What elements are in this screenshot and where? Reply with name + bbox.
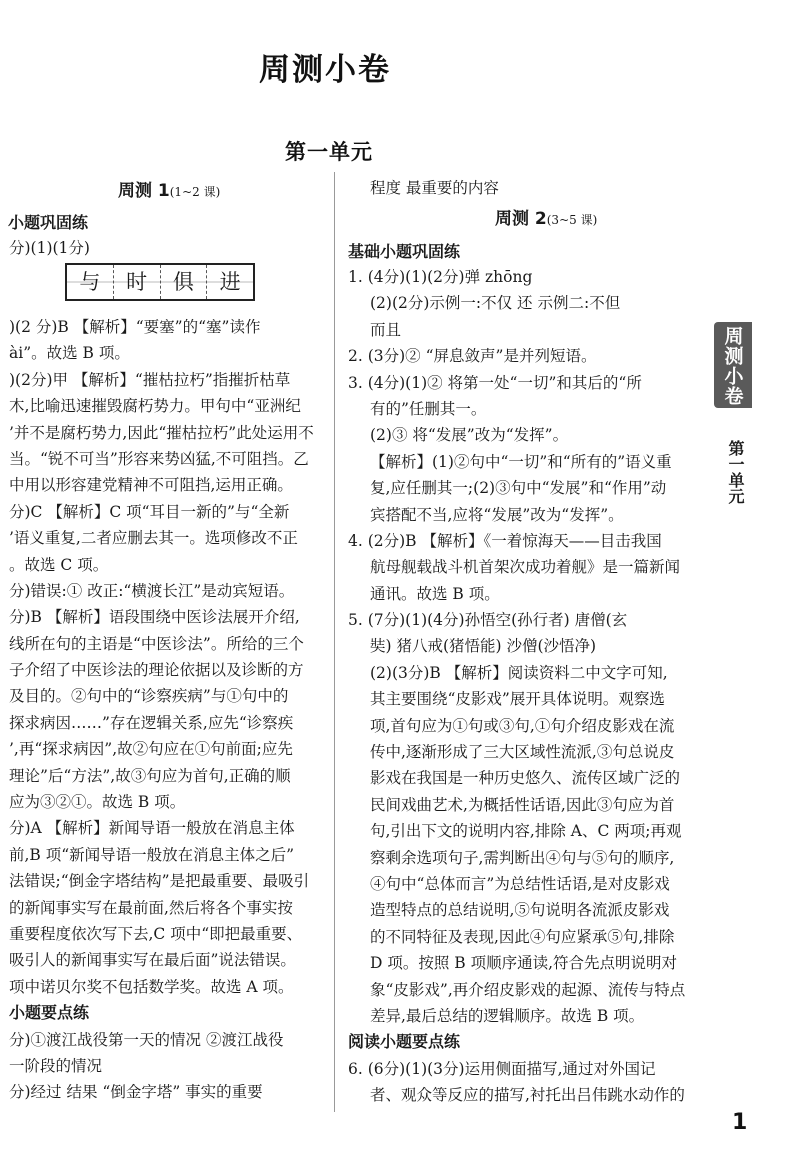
text-line: 探求病因……”存在逻辑关系,应先“诊察疾 <box>9 713 294 732</box>
text-line: 造型特点的总结说明,⑤句说明各流派皮影戏 <box>370 901 670 920</box>
text-line: )(2分)甲 【解析】“摧枯拉朽”指摧折枯草 <box>9 370 291 389</box>
text-line: 项中诺贝尔奖不包括数学奖。故选 A 项。 <box>9 977 294 996</box>
text-line: 民间戏曲艺术,为概括性话语,因此③句应为首 <box>370 795 675 814</box>
text-line: (2)③ 将“发展”改为“发挥”。 <box>370 426 569 445</box>
left-heading-range: (1~2 课) <box>169 185 221 199</box>
left-answers <box>9 314 314 1106</box>
grid-cell: 俱 <box>161 265 208 299</box>
text-line: 6. (6分)(1)(3分)运用侧面描写,通过对外国记 <box>348 1059 656 1078</box>
text-line: 中用以形容建党精神不可阻挡,运用正确。 <box>9 476 293 495</box>
text-line: ài”。故选 B 项。 <box>9 344 130 363</box>
right-section-2: 阅读小题要点练 <box>348 1032 461 1052</box>
text-line: (2)(3分)B 【解析】阅读资料二中文字可知, <box>370 663 668 682</box>
text-line: 象“皮影戏”,再介绍皮影戏的起源、流传与特点 <box>370 980 686 999</box>
text-line: 奘) 猪八戒(猪悟能) 沙僧(沙悟净) <box>370 637 597 656</box>
text-line: 线所在句的主语是“中医诊法”。所给的三个 <box>9 634 304 653</box>
text-line: 通讯。故选 B 项。 <box>370 584 500 603</box>
text-line: 分)A 【解析】新闻导语一般放在消息主体 <box>9 819 295 838</box>
text-line: ’,再“探求病因”,故②句应在①句前面;应先 <box>9 740 293 759</box>
text-line: 有的”任删其一。 <box>370 399 487 418</box>
text-line: 航母舰载战斗机首架次成功着舰》是一篇新闻 <box>370 558 681 577</box>
text-line: 4. (2分)B 【解析】《一着惊海天——目击我国 <box>348 531 662 550</box>
grid-cell: 时 <box>114 265 161 299</box>
left-heading-title: 周测 1 <box>118 181 170 201</box>
text-line: 复,应任删其一;(2)③句中“发展”和“作用”动 <box>370 479 667 498</box>
text-line: 一阶段的情况 <box>9 1056 103 1075</box>
text-line: 而且 <box>370 320 402 339</box>
text-line: 前,B 项“新闻导语一般放在消息主体之后” <box>9 845 295 864</box>
grid-cell: 进 <box>207 265 253 299</box>
text-line: 分)B 【解析】语段围绕中医诊法展开介绍, <box>9 608 300 627</box>
text-line: ④句中“总体而言”为总结性话语,是对皮影戏 <box>370 874 670 893</box>
text-line: 其主要围绕“皮影戏”展开具体说明。观察选 <box>370 690 665 709</box>
text-line: (2)(2分)示例一:不仅 还 示例二:不但 <box>370 294 621 313</box>
text-line: 差异,最后总结的逻辑顺序。故选 B 项。 <box>370 1006 645 1025</box>
text-line: 分)错误:① 改正:“横渡长江”是动宾短语。 <box>9 581 295 600</box>
side-tab <box>714 322 752 408</box>
column-divider <box>334 172 335 1112</box>
text-line: 传中,逐渐形成了三大区域性流派,③句总说皮 <box>370 743 675 762</box>
text-line: 子介绍了中医诊法的理论依据以及诊断的方 <box>9 661 304 680</box>
text-line: 的不同特征及表现,因此④句应紧承⑤句,排除 <box>370 927 675 946</box>
text-line: )(2 分)B 【解析】“要塞”的“塞”读作 <box>9 318 261 336</box>
text-line: 的新闻事实写在最前面,然后将各个事实按 <box>9 898 293 917</box>
text-line: 及目的。②句中的“诊察疾病”与①句中的 <box>9 687 289 706</box>
text-line: 察剩余选项句子,需判断出④句与⑤句的顺序, <box>370 848 675 867</box>
text-line: 者、观众等反应的描写,衬托出吕伟跳水动作的 <box>370 1086 685 1105</box>
text-line: 。故选 C 项。 <box>9 555 109 574</box>
text-line: 分)①渡江战役第一天的情况 ②渡江战役 <box>9 1030 284 1049</box>
left-section-2: 小题要点练 <box>9 1003 90 1023</box>
left-section-1: 小题巩固练 <box>8 213 89 232</box>
text-line: 影戏在我国是一种历史悠久、流传区域广泛的 <box>370 769 681 788</box>
right-line-0: 程度 最重要的内容 <box>370 179 499 197</box>
text-line: 重要程度依次写下去,C 项中“即把最重要、 <box>9 924 303 943</box>
right-heading-range: (3~5 课) <box>546 213 598 227</box>
page-title: 周测小卷 <box>259 52 391 88</box>
side-tab-unit: 第一单元 <box>726 440 745 504</box>
answer-grid <box>65 263 255 301</box>
side-tab-label: 周测小卷 <box>721 326 744 406</box>
page-number: 1 <box>732 1110 748 1135</box>
left-line-q1: 分)(1)(1分) <box>9 239 90 257</box>
text-line: 吸引人的新闻事实写在最后面”说法错误。 <box>9 951 296 970</box>
text-line: ’语义重复,二者应删去其一。选项修改不正 <box>9 529 298 548</box>
right-heading-title: 周测 2 <box>495 209 547 229</box>
left-heading <box>118 176 220 201</box>
text-line: 理论”后“方法”,故③句应为首句,正确的顺 <box>9 766 291 785</box>
text-line: ’并不是腐朽势力,因此“摧枯拉朽”此处运用不 <box>9 423 314 442</box>
text-line: 宾搭配不当,应将“发展”改为“发挥”。 <box>370 505 624 524</box>
text-line: 句,引出下文的说明内容,排除 A、C 两项;再观 <box>370 822 682 841</box>
text-line: 应为③②①。故选 B 项。 <box>9 793 186 812</box>
grid-cell: 与 <box>67 265 114 299</box>
text-line: D 项。按照 B 项顺序通读,符合先点明说明对 <box>370 954 678 973</box>
text-line: 法错误;“倒金字塔结构”是把最重要、最吸引 <box>9 872 310 891</box>
right-section-1: 基础小题巩固练 <box>348 242 461 261</box>
right-column <box>348 264 685 1109</box>
text-line: 【解析】(1)②句中“一切”和“所有的”语义重 <box>370 452 672 471</box>
text-line: 分)经过 结果 “倒金字塔” 事实的重要 <box>9 1083 263 1102</box>
unit-title: 第一单元 <box>285 140 373 164</box>
text-line: 5. (7分)(1)(4分)孙悟空(孙行者) 唐僧(玄 <box>348 611 628 630</box>
text-line: 3. (4分)(1)② 将第一处“一切”和其后的“所 <box>348 373 642 392</box>
left-column <box>9 235 255 301</box>
right-heading <box>495 204 597 229</box>
text-line: 1. (4分)(1)(2分)弹 zhōng <box>348 268 533 286</box>
text-line: 当。“锐不可当”形容来势凶猛,不可阻挡。乙 <box>9 449 309 468</box>
text-line: 2. (3分)② “屏息敛声”是并列短语。 <box>348 347 597 366</box>
text-line: 分)C 【解析】C 项“耳目一新的”与“全新 <box>9 502 290 521</box>
text-line: 项,首句应为①句或③句,①句介绍皮影戏在流 <box>370 716 675 735</box>
text-line: 木,比喻迅速摧毁腐朽势力。甲句中“亚洲纪 <box>9 397 301 416</box>
